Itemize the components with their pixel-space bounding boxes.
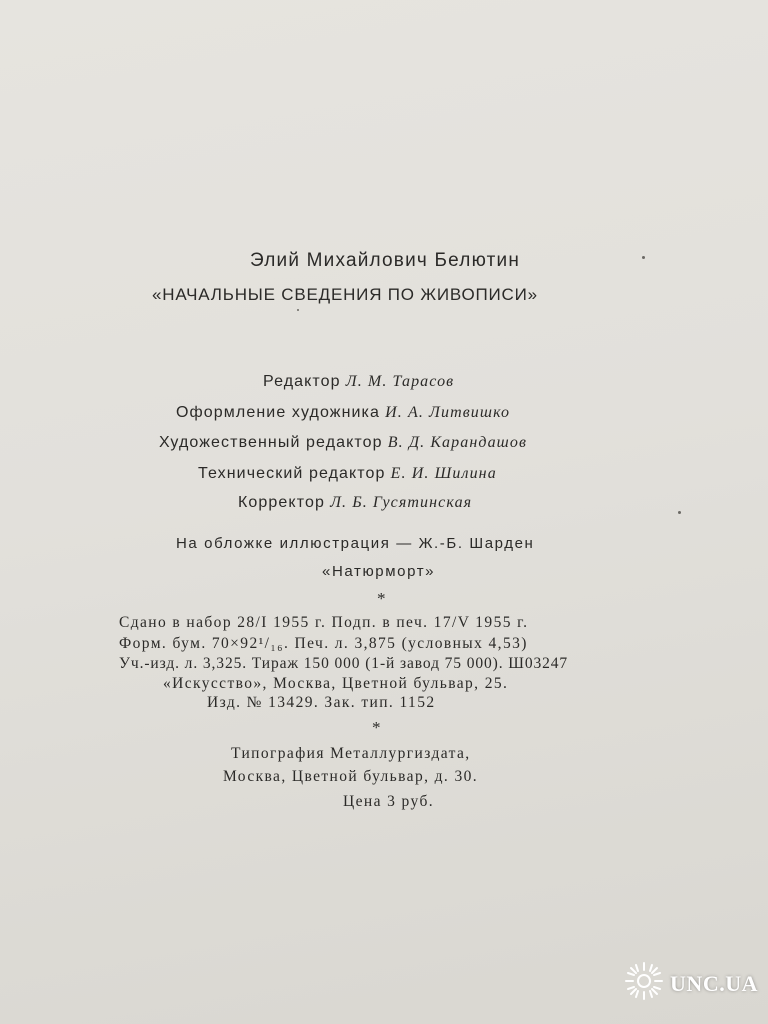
- author-name: Элий Михайлович Белютин: [250, 250, 521, 271]
- paper-speck: [642, 256, 645, 259]
- book-title: «НАЧАЛЬНЫЕ СВЕДЕНИЯ ПО ЖИВОПИСИ»: [152, 285, 538, 304]
- printer-line: Москва, Цветной бульвар, д. 30.: [223, 768, 479, 785]
- credit-editor: [263, 373, 454, 391]
- credit-person: И. А. Литвишко: [385, 404, 511, 421]
- separator-star: *: [372, 718, 382, 737]
- price: Цена 3 руб.: [343, 793, 435, 810]
- cover-illustration-title: «Натюрморт»: [322, 563, 436, 580]
- credit-person: В. Д. Карандашов: [387, 434, 527, 451]
- credit-role: Художественный редактор: [159, 434, 383, 451]
- imprint-line: «Искусство», Москва, Цветной бульвар, 25.: [163, 675, 509, 692]
- sunburst-logo-icon: [624, 961, 664, 1006]
- credit-person: Е. И. Шилина: [390, 465, 497, 482]
- credit-art-editor: [159, 434, 527, 452]
- credit-role: Корректор: [238, 494, 325, 511]
- credit-person: Л. Б. Гусятинская: [330, 494, 473, 511]
- imprint-line: Изд. № 13429. Зак. тип. 1152: [207, 694, 436, 711]
- imprint-line: Форм. бум. 70×92¹/₁₆. Печ. л. 3,875 (условных 4,53): [119, 635, 528, 652]
- credit-designer: [176, 404, 510, 422]
- imprint-line: Уч.-изд. л. 3,325. Тираж 150 000 (1-й завод 75 000). Ш03247: [119, 655, 569, 672]
- imprint-line: Сдано в набор 28/I 1955 г. Подп. в печ. 17/V 1955 г.: [119, 614, 529, 631]
- credit-proofreader: [238, 494, 472, 512]
- credit-role: Оформление художника: [176, 404, 381, 421]
- watermark-text: UNC.UA: [670, 970, 758, 996]
- paper-speck: [297, 309, 299, 311]
- credit-role: Технический редактор: [198, 465, 386, 482]
- printer-line: Типография Металлургиздата,: [231, 745, 471, 762]
- credit-person: Л. М. Тарасов: [345, 373, 455, 390]
- watermark: [624, 961, 758, 1006]
- paper-speck: [678, 511, 681, 514]
- separator-star: *: [377, 589, 387, 608]
- cover-illustration-note: На обложке иллюстрация — Ж.-Б. Шарден: [176, 535, 535, 552]
- credit-tech-editor: [198, 465, 497, 483]
- credit-role: Редактор: [263, 373, 341, 390]
